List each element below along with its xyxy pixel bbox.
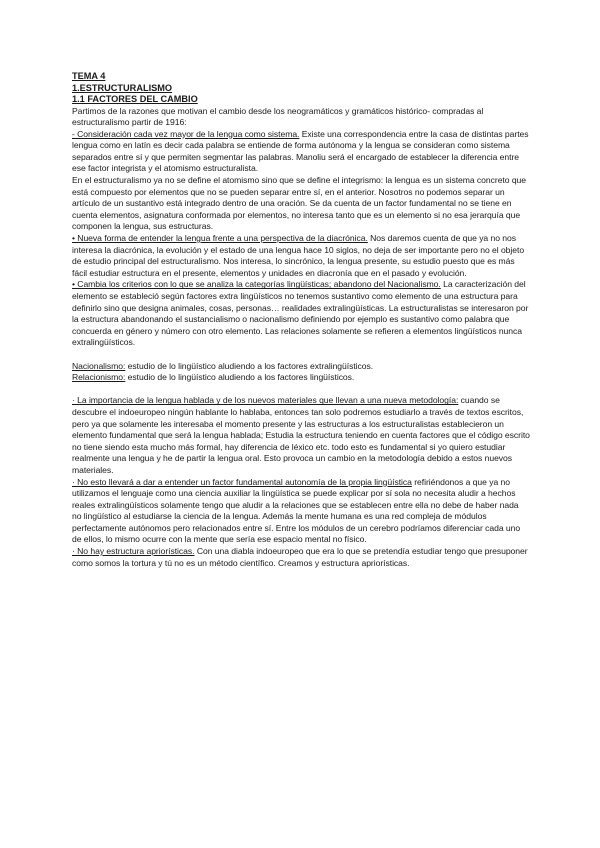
paragraph-text: Existe una correspondencia entre la casa de distintas partes lengua como en latín es decir cada palabra se entiende de forma autónoma y la lengua se consideran como sistema separados entre sí y que permiten segmentar las palabras. Manoliu será el encargado de establecer la diferencia entre ese factor integrista y el atomismo estructuralista. — [72, 128, 529, 174]
intro-paragraph: Partimos de la razones que motivan el cambio desde los neogramáticos y gramáticos histórico- compradas al estructuralismo partir de 1916: — [72, 105, 484, 128]
paragraph-text: Nos daremos cuenta de que ya no nos interesa la diacrónica, la evolución y el estado de una lengua hace 10 siglos, no deja de ser importante pero no el objeto de estudio principal del estructuralismo. Nos interesa, lo sincrónico, la lengua presente, su estudio puesto que es más fácil estudiar estructura en el presente, elementos y unidades en diacronía que en el pasado y evolución. — [72, 233, 525, 278]
definition-term: Relacionismo: — [72, 372, 126, 383]
definition-relacionismo — [72, 372, 530, 384]
doc-title: TEMA 4 — [72, 71, 106, 81]
definition-nacionalismo — [72, 361, 530, 373]
subsection-heading: 1.1 FACTORES DEL CAMBIO — [72, 94, 198, 104]
paragraph-heading: - Consideración cada vez mayor de la lengua como sistema. — [72, 128, 300, 139]
paragraph-text: Con una diabla indoeuropeo que era lo que se pretendía estudiar tengo que presuponer como somos la tortura y tú no es un método científico. Creamos y estructura apriorísticas. — [72, 546, 528, 568]
paragraph-synchrony — [72, 233, 530, 279]
definition-text: estudio de lo lingüístico aludiendo a los factores extralingüísticos. — [125, 360, 374, 371]
paragraph-text: refiriéndonos a que ya no utilizamos el lenguaje como una ciencia auxiliar la lingüística se puede explicar por sí sola no necesita aludir a hechos reales extralingüísticos solamente tengo que aludir a la relaciones que se establecen entre ella no debe de haber nada no lingüístico al estudiarse la ciencia de la lengua. Además la mente humana es una red compleja de módulos perfectamente autónomos pero relacionados entre sí. Entre los módulos de un cerebro podríamos diferenciar cada uno de ellos, lo mismo ocurre con la mente que sería ese espacio mental no físico. — [72, 476, 521, 545]
paragraph-criteria — [72, 279, 530, 349]
document-page — [72, 71, 530, 569]
paragraph-heading: • Cambia los criterios con lo que se analiza la categorías lingüísticas; abandono del Nacionalismo. — [72, 279, 441, 290]
section-heading: 1.ESTRUCTURALISMO — [72, 82, 173, 93]
paragraph-apriori — [72, 546, 530, 569]
paragraph-spoken-language — [72, 395, 530, 476]
paragraph-integrism: En el estructuralismo ya no se define el atomismo sino que se define el integrismo: la lengua es un sistema concreto que está compuesto por elementos que no se pueden separar entre sí, en el anterior. Nosotros no podemos separar un artículo de un sustantivo está integrado dentro de una oración. Se da cuenta de un factor fundamental no se tiene en cuenta elementos, asignatura conformada por elementos, no interesa tanto que es un elemento si no esa jerarquía que componen la lengua, sus estructuras. — [72, 175, 527, 232]
paragraph-heading: • Nueva forma de entender la lengua frente a una perspectiva de la diacrónica. — [72, 233, 368, 244]
paragraph-text: La caracterización del elemento se estableció según factores extra lingüísticos no tenemos sustantivo como elemento de una estructura para definirlo sino que designa animales, cosas, personas… realidades extralingüísticas. La estructuralistas se interesaron por la estructura abandonando el sustancialismo o nacionalismo definiendo por ejemplo es sustantivo como palabra que concuerda en género y número con otro elemento. Las relaciones solamente se refieren a elementos lingüísticos nunca extralingüísticos. — [72, 279, 529, 348]
definition-text: estudio de lo lingüístico aludiendo a los factores lingüísticos. — [125, 372, 355, 383]
paragraph-heading: · No esto llevará a dar a entender un factor fundamental autonomía de la propia lingüística — [72, 476, 412, 487]
definition-term: Nacionalismo: — [72, 360, 126, 371]
paragraph-autonomy — [72, 477, 530, 547]
paragraph-text: cuando se descubre el indoeuropeo ningún hablante lo hablaba, entonces tan solo podremos estudiarlo a través de textos escritos, pero ya que solamente les interesaba el momento presente y las estructuras a los estructuralistas establecieron un elemento fundamental que será la lengua hablada; Estudia la estructura teniendo en cuenta factores que el código escrito no tiene siendo esta mucho más formal, hay diferencia de léxico etc. todo esto es fundamental si yo quiero estudiar realmente una lengua y he de partir la lengua oral. Esto provoca un cambio en la metodología debido a estos nuevos materiales. — [72, 395, 530, 475]
paragraph-heading: · La importancia de la lengua hablada y de los nuevos materiales que llevan a una nueva metodología: — [72, 395, 459, 406]
paragraph-system — [72, 129, 530, 175]
paragraph-heading: · No hay estructura apriorísticas. — [72, 546, 195, 557]
